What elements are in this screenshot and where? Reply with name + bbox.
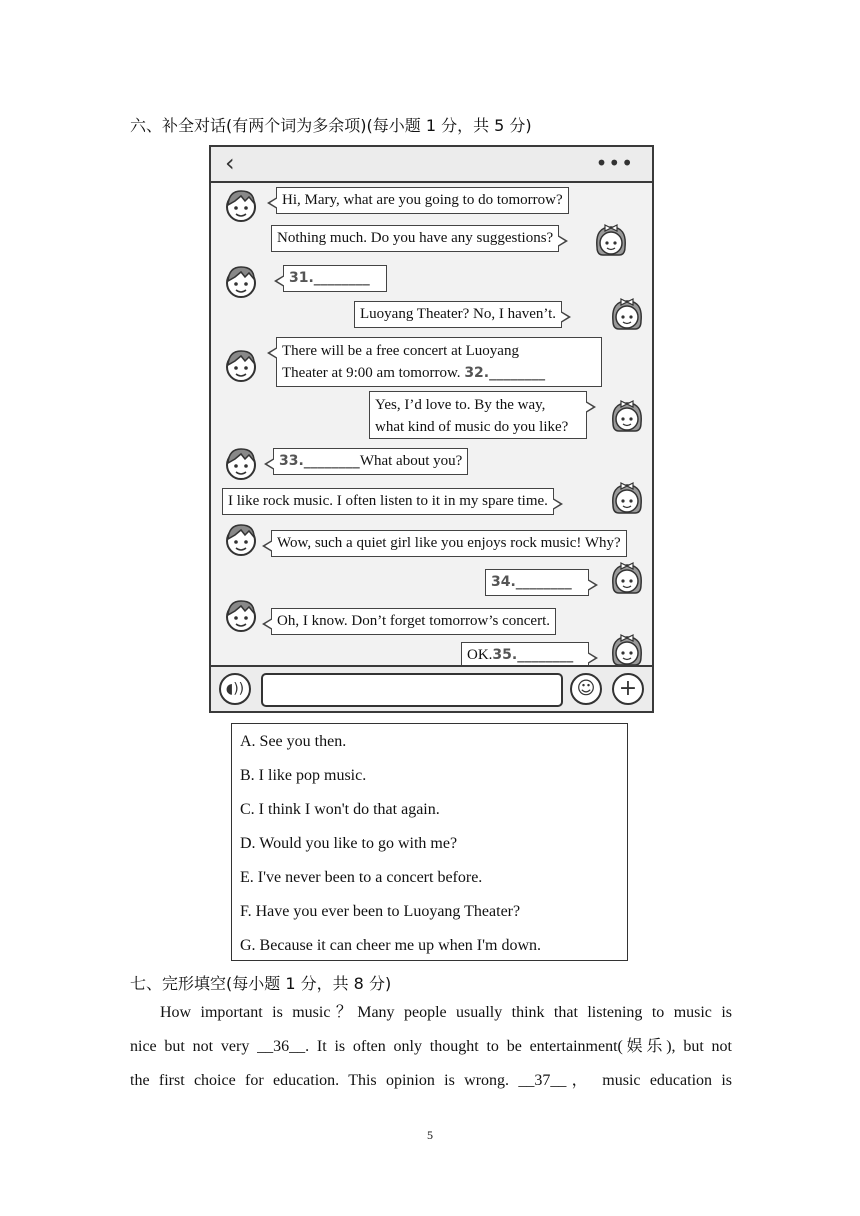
chat-phone-mockup	[209, 145, 654, 713]
blank-32: 32.________	[464, 365, 546, 381]
girl-avatar-icon	[607, 479, 647, 519]
emoji-icon[interactable]: ☺	[570, 673, 602, 705]
blank-37: __37__	[518, 1072, 567, 1089]
boy-avatar-icon	[221, 443, 261, 483]
chat-message-9: Wow, such a quiet girl like you enjoys rock music! Why?	[271, 530, 627, 557]
girl-avatar-icon	[591, 221, 631, 261]
chat-top-bar	[211, 147, 652, 183]
chat-message-11: Oh, I know. Don’t forget tomorrow’s concert.	[271, 608, 556, 635]
ellipsis-icon[interactable]: •••	[595, 151, 634, 175]
chat-message-6: Yes, I’d love to. By the way, what kind of music do you like?	[369, 391, 587, 439]
chat-message-12: OK.35.________	[461, 642, 589, 669]
girl-avatar-icon	[607, 559, 647, 599]
girl-avatar-icon	[607, 295, 647, 335]
message-input[interactable]	[261, 673, 563, 707]
boy-avatar-icon	[221, 261, 261, 301]
section-7-heading: 七、完形填空(每小题 1 分，共 8 分)	[130, 974, 392, 993]
plus-icon[interactable]: +	[612, 673, 644, 705]
chat-message-4: Luoyang Theater? No, I haven’t.	[354, 301, 562, 328]
chat-message-10	[485, 569, 589, 596]
chat-message-1: Hi, Mary, what are you going to do tomorrow?	[276, 187, 569, 214]
chat-message-8: I like rock music. I often listen to it in my spare time.	[222, 488, 554, 515]
blank-31: 31.________	[289, 270, 370, 286]
voice-icon[interactable]: ◖))	[219, 673, 251, 705]
blank-33: 33.________	[279, 453, 360, 469]
section-6-heading: 六、补全对话(有两个词为多余项)(每小题 1 分，共 5 分)	[130, 116, 532, 135]
blank-35: 35.________	[492, 647, 574, 663]
chat-message-7: 33.________What about you?	[273, 448, 468, 475]
options-box	[231, 723, 628, 961]
option-d: D. Would you like to go with me?	[240, 835, 458, 852]
chat-message-3	[283, 265, 387, 292]
option-g: G. Because it can cheer me up when I'm down.	[240, 937, 541, 954]
passage-line-1: How important is music？Many people usually think that listening to music is	[160, 1004, 732, 1021]
boy-avatar-icon	[221, 345, 261, 385]
passage-line-3: the first choice for education. This opinion is wrong. __37__， music education is	[130, 1072, 732, 1089]
girl-avatar-icon	[607, 397, 647, 437]
chat-input-bar	[211, 665, 652, 711]
blank-34: 34.________	[491, 574, 572, 590]
chevron-left-icon[interactable]: ‹	[225, 149, 235, 177]
boy-avatar-icon	[221, 595, 261, 635]
option-c: C. I think I won't do that again.	[240, 801, 440, 818]
boy-avatar-icon	[221, 185, 261, 225]
page-number: 5	[427, 1128, 433, 1142]
option-a: A. See you then.	[240, 733, 347, 750]
option-b: B. I like pop music.	[240, 767, 367, 784]
option-f: F. Have you ever been to Luoyang Theater?	[240, 903, 521, 920]
option-e: E. I've never been to a concert before.	[240, 869, 483, 886]
blank-36: __36__	[257, 1038, 306, 1055]
chat-message-2: Nothing much. Do you have any suggestions?	[271, 225, 559, 252]
chat-message-5: There will be a free concert at Luoyang Theater at 9:00 am tomorrow. 32.________	[276, 337, 602, 387]
boy-avatar-icon	[221, 519, 261, 559]
passage-line-2: nice but not very __36__. It is often only thought to be entertainment(娱乐), but not	[130, 1038, 733, 1055]
